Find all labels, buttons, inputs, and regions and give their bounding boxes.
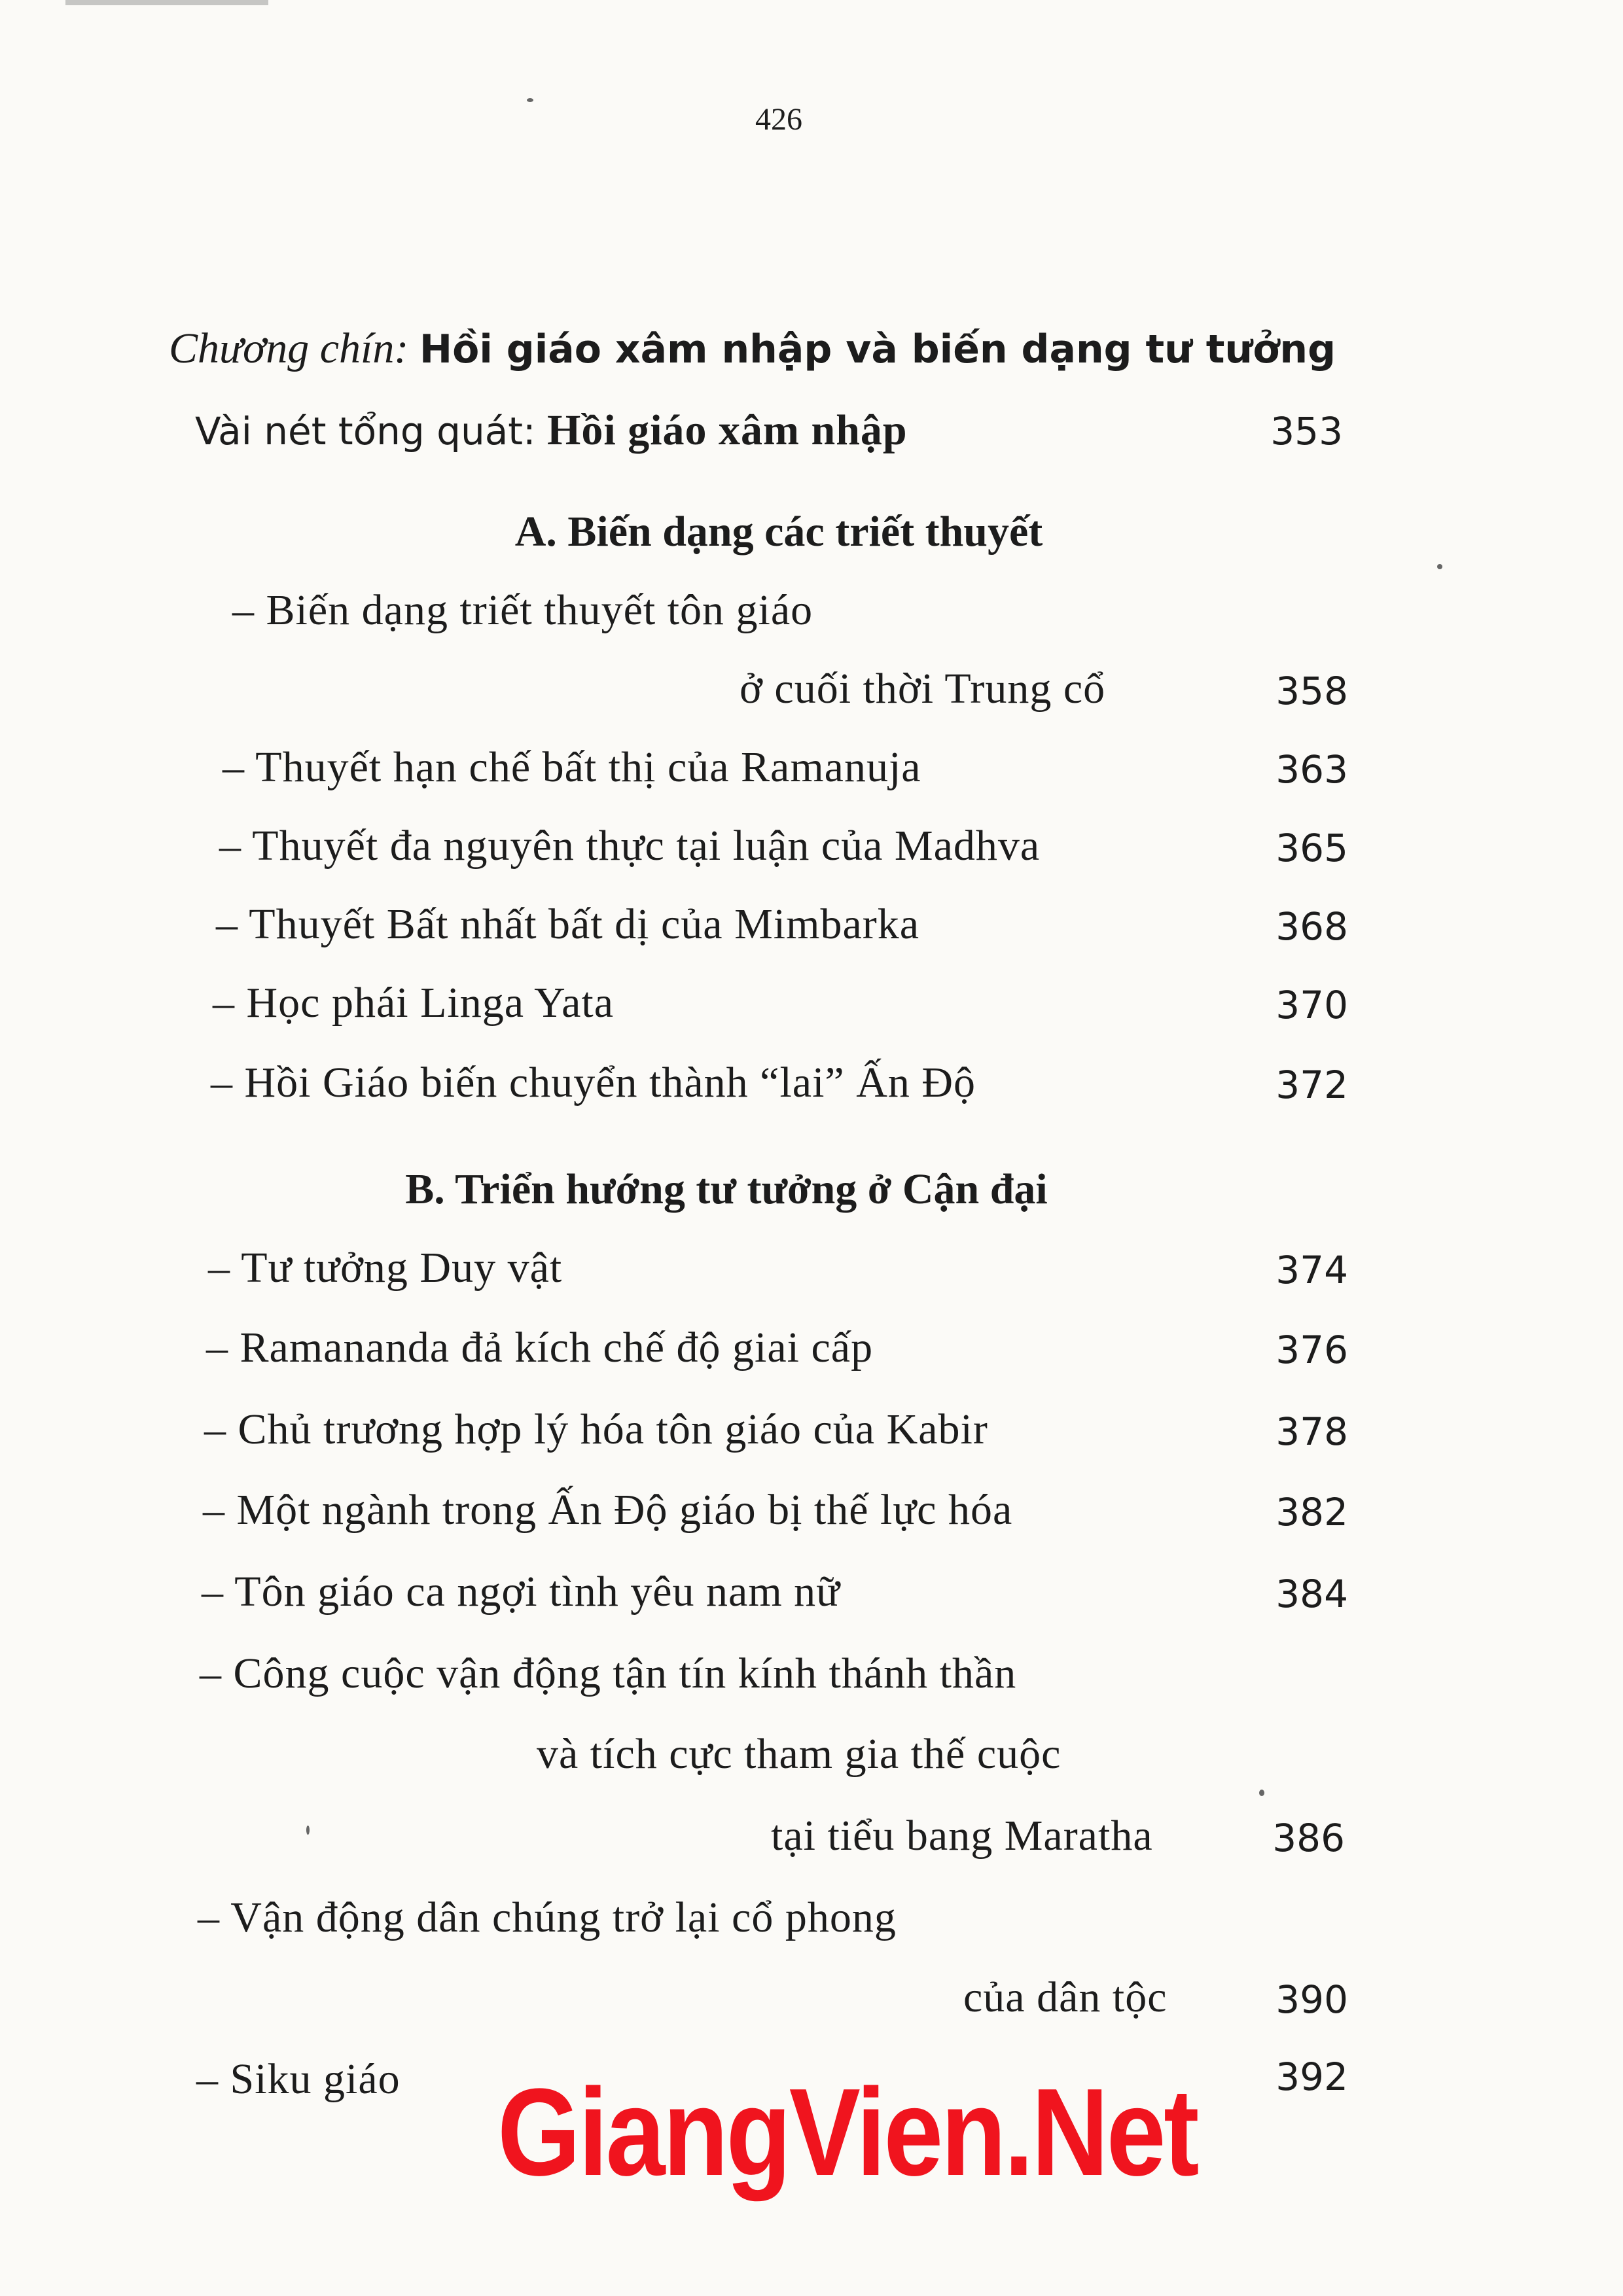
- toc-entry-page: 382: [1275, 1490, 1348, 1534]
- toc-entry-text: – Thuyết hạn chế bất thị của Ramanuja: [223, 743, 921, 791]
- overview-page: 353: [1270, 409, 1343, 453]
- toc-entry-page: 378: [1275, 1409, 1348, 1454]
- toc-entry-page: 386: [1272, 1816, 1345, 1860]
- toc-entry-page: 372: [1275, 1063, 1348, 1107]
- toc-entry-page: 376: [1275, 1328, 1348, 1372]
- toc-entry-text: – Hồi Giáo biến chuyển thành “lai” Ấn Độ: [211, 1059, 976, 1106]
- toc-entry-text: – Thuyết Bất nhất bất dị của Mimbarka: [216, 900, 920, 948]
- toc-entry-page: 390: [1275, 1977, 1348, 2022]
- scan-speck: [1437, 564, 1442, 569]
- toc-entry-text: – Học phái Linga Yata: [213, 979, 615, 1027]
- toc-entry-text: – Tư tưởng Duy vật: [208, 1244, 563, 1292]
- toc-entry-page: 358: [1275, 669, 1348, 713]
- chapter-heading: [169, 324, 1336, 374]
- toc-entry-text: – Biến dạng triết thuyết tôn giáo: [232, 586, 813, 634]
- toc-entry-text: của dân tộc: [963, 1973, 1168, 2021]
- section-b-title: B. Triển hướng tư tưởng ở Cận đại: [405, 1165, 1048, 1213]
- toc-entry-text: tại tiểu bang Maratha: [771, 1812, 1153, 1860]
- toc-entry-text: ở cuối thời Trung cổ: [740, 665, 1106, 713]
- toc-entry-page: 374: [1275, 1248, 1348, 1292]
- toc-entry-text: – Ramananda đả kích chế độ giai cấp: [206, 1324, 874, 1371]
- chapter-title: Hồi giáo xâm nhập và biến dạng tư tưởng: [419, 327, 1336, 372]
- page-number: 426: [755, 102, 802, 137]
- watermark-text: GiangVien.Net: [497, 2063, 1198, 2202]
- toc-entry-text: – Thuyết đa nguyên thực tại luận của Madhva: [219, 822, 1041, 870]
- toc-entry-page: 368: [1275, 904, 1348, 949]
- section-a-title: A. Biến dạng các triết thuyết: [514, 508, 1043, 556]
- toc-entry-text: – Tôn giáo ca ngợi tình yêu nam nữ: [202, 1568, 840, 1616]
- chapter-prefix: Chương chín:: [169, 325, 409, 372]
- toc-entry-page: 384: [1275, 1572, 1348, 1616]
- scan-speck: [306, 1826, 310, 1835]
- overview-entry: [195, 406, 908, 455]
- overview-label: Vài nét tổng quát:: [195, 409, 536, 453]
- toc-entry-text: – Vận động dân chúng trở lại cổ phong: [198, 1894, 897, 1941]
- toc-entry-page: 392: [1275, 2055, 1348, 2099]
- toc-entry-page: 363: [1275, 747, 1348, 792]
- overview-title: Hồi giáo xâm nhập: [547, 406, 908, 454]
- toc-entry-text: – Chủ trương hợp lý hóa tôn giáo của Kabir: [204, 1405, 988, 1453]
- toc-entry-text: và tích cực tham gia thế cuộc: [537, 1730, 1061, 1778]
- toc-entry-text: – Siku giáo: [196, 2055, 401, 2103]
- scan-edge-mark: [65, 0, 268, 5]
- toc-entry-text: – Một ngành trong Ấn Độ giáo bị thế lực hóa: [203, 1486, 1013, 1534]
- toc-entry-text: – Công cuộc vận động tận tín kính thánh thần: [200, 1650, 1017, 1697]
- scan-speck: [1259, 1790, 1264, 1796]
- toc-entry-page: 365: [1275, 826, 1348, 870]
- toc-entry-page: 370: [1275, 983, 1348, 1027]
